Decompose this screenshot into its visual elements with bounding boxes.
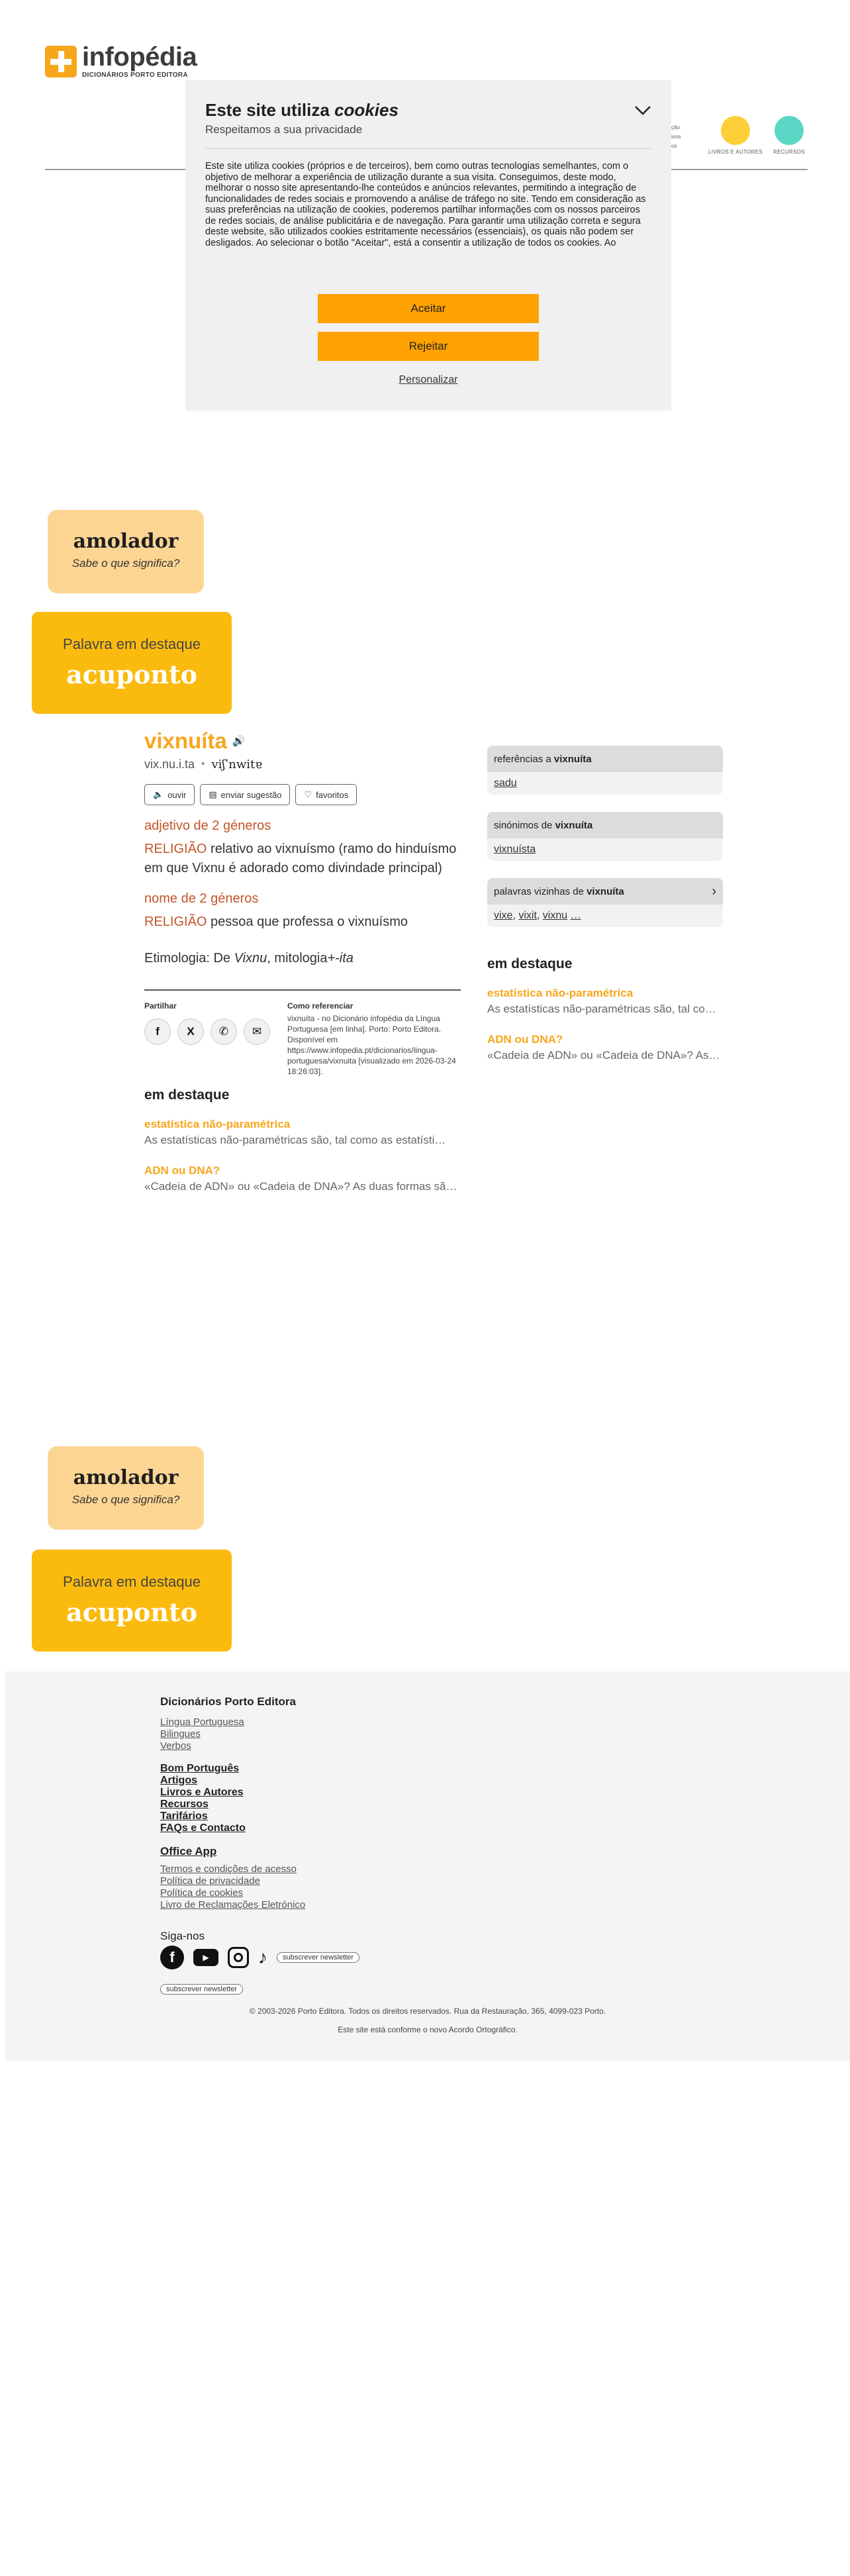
modal-subtitle: Respeitamos a sua privacidade <box>205 123 363 136</box>
footer-link[interactable]: Tarifários <box>160 1810 208 1822</box>
logo-cross-icon <box>45 46 77 77</box>
favorites-button[interactable] <box>295 784 357 805</box>
definition-text: pessoa que professa o vixnuísmo <box>207 915 408 929</box>
logo-subtitle: DICIONÁRIOS PORTO EDITORA <box>82 72 188 79</box>
domain-label: RELIGIÃO <box>144 842 207 856</box>
ipa-separator: * <box>201 759 205 770</box>
email-icon[interactable]: ✉ <box>244 1018 270 1045</box>
facebook-icon[interactable]: f <box>160 1946 184 1969</box>
site-footer <box>5 1671 850 2061</box>
etymology-word: Vixnu <box>234 951 267 966</box>
box-word: vixnuíta <box>553 753 592 765</box>
modal-divider <box>205 148 651 149</box>
box-word: vixnuíta <box>587 885 624 897</box>
highlights-heading: em destaque <box>144 1087 230 1103</box>
promo-amolador[interactable] <box>48 510 204 593</box>
promo-word-of-day[interactable] <box>32 1550 232 1652</box>
reference-link[interactable]: sadu <box>494 777 517 789</box>
footer-link[interactable]: Bilingues <box>160 1728 201 1740</box>
button-label: favoritos <box>316 789 349 800</box>
references-header <box>487 746 723 772</box>
highlight-excerpt: «Cadeia de ADN» ou «Cadeia de DNA»? As duas formas sã… <box>144 1180 457 1193</box>
citation-text: vixnuíta - no Dicionário infopédia da Língua Portuguesa [em linha]. Porto: Porto Editora. Disponível em https://www.infopedia.pt/dicionarios/lingua-portuguesa/vixnuita [visualizado em 2026-03-24 18:26:03]. <box>287 1014 456 1076</box>
footer-link[interactable]: Livros e Autores <box>160 1787 244 1798</box>
definition-text: relativo ao vixnuísmo (ramo do hinduísmo em que Vixnu é adorado como divindade principal) <box>144 842 457 875</box>
highlight-excerpt: «Cadeia de ADN» ou «Cadeia de DNA»? As … <box>487 1049 723 1062</box>
highlight-excerpt: As estatísticas não-paramétricas são, tal como as estatísti… <box>144 1134 446 1146</box>
whatsapp-icon[interactable]: ✆ <box>211 1018 237 1045</box>
message-icon: ▤ <box>209 789 217 799</box>
footer-main-links <box>160 1763 246 1834</box>
promo-title: amolador <box>73 530 179 553</box>
neighbor-words-header[interactable] <box>487 878 723 905</box>
box-label: palavras vizinhas de <box>494 885 587 897</box>
modal-title-plain: Este site utiliza <box>205 100 335 120</box>
grammar-category: adjetivo de 2 géneros <box>144 818 271 833</box>
entry-actions <box>144 784 357 805</box>
highlight-excerpt: As estatísticas não-paramétricas são, tal co… <box>487 1003 716 1015</box>
highlight-title[interactable]: estatística não-paramétrica <box>144 1118 291 1130</box>
box-word: vixnuíta <box>555 819 593 831</box>
promo-word: acuponto <box>66 660 197 689</box>
neighbor-link[interactable]: vixit <box>518 910 537 921</box>
heart-icon: ♡ <box>304 789 312 799</box>
nav-livros-autores[interactable] <box>698 116 773 155</box>
youtube-icon[interactable]: ▶ <box>193 1949 218 1966</box>
cookie-consent-modal <box>185 80 671 411</box>
site-logo[interactable] <box>45 44 197 79</box>
neighbor-link[interactable]: vixnu <box>542 910 568 921</box>
modal-title-italic: cookies <box>334 100 399 120</box>
entry-headword: vixnuíta <box>144 728 227 753</box>
box-label: sinónimos de <box>494 819 555 831</box>
x-twitter-icon[interactable]: X <box>177 1018 204 1045</box>
footer-dict-links <box>160 1716 244 1752</box>
syllabification: vix.nu.i.ta <box>144 758 195 771</box>
menu-partial-2[interactable]: ions <box>671 134 681 140</box>
etymology-label: Etimologia: De <box>144 951 234 966</box>
footer-dict-heading: Dicionários Porto Editora <box>160 1695 296 1708</box>
pronunciation-row <box>144 758 262 771</box>
speaker-icon: 🔈 <box>153 789 164 799</box>
synonyms-box <box>487 812 723 861</box>
sidebar-highlights-heading: em destaque <box>487 956 573 971</box>
resources-icon <box>775 116 804 145</box>
modal-title <box>205 100 399 121</box>
suggest-button[interactable] <box>200 784 290 805</box>
share-label: Partilhar <box>144 1001 177 1011</box>
footer-link[interactable]: Língua Portuguesa <box>160 1716 244 1728</box>
etymology-suffix: +-ita <box>327 951 354 966</box>
definition <box>144 840 462 878</box>
footer-link[interactable]: Livro de Reclamações Eletrónico <box>160 1899 306 1910</box>
promo-kicker: Palavra em destaque <box>63 636 201 652</box>
domain-label: RELIGIÃO <box>144 915 207 929</box>
promo-word-of-day[interactable] <box>32 612 232 714</box>
definition <box>144 913 462 932</box>
footer-legal-links <box>160 1863 305 1911</box>
modal-body-text: Este site utiliza cookies (próprios e de terceiros), bem como outras tecnologias semelhantes, com o objetivo de melhorar a experiência de utilização durante a sua visita. Conseguimos, deste modo, melhorar o nosso site apresentando-lhe conteúdos e anúncios relevantes, permitindo a integração de funcionalidades de redes sociais e promovendo a análise de tráfego no site. Tendo em consideração as suas preferências na utilização de cookies, poderemos partilhar informações com os nossos parceiros de redes sociais, de análise publicitária e de navegação. Para garantir uma utilização correta e segura deste website, são utilizados cookies estritamente necessários (essenciais), os quais não podem ser desligados. Ao selecionar o botão "Aceitar", está a consentir a utilização de todos os cookies. Ao <box>205 161 646 248</box>
promo-subtitle: Sabe o que significa? <box>71 557 180 570</box>
nav-label: RECURSOS <box>773 149 805 155</box>
copyright: © 2003-2026 Porto Editora. Todos os direitos reservados. Rua da Restauração, 365, 4099-023 Porto. <box>249 2006 606 2016</box>
promo-kicker: Palavra em destaque <box>63 1573 201 1590</box>
neighbor-more-link[interactable]: … <box>570 910 581 921</box>
footer-link[interactable]: Verbos <box>160 1740 191 1752</box>
social-icons <box>160 1946 359 1969</box>
footer-link[interactable]: Artigos <box>160 1775 197 1786</box>
ipa-transcription: viʃˈnwitɐ <box>211 758 262 771</box>
speaker-icon[interactable]: 🔊 <box>232 736 246 747</box>
button-label: ouvir <box>167 789 187 800</box>
promo-subtitle: Sabe o que significa? <box>71 1493 180 1506</box>
promo-word: acuponto <box>66 1597 197 1627</box>
chevron-right-icon: › <box>712 883 716 899</box>
box-label: referências a <box>494 753 554 765</box>
button-label: enviar sugestão <box>220 789 282 800</box>
footer-link[interactable]: Bom Português <box>160 1763 240 1774</box>
instagram-icon[interactable] <box>228 1947 249 1968</box>
newsletter-button[interactable]: subscrever newsletter <box>277 1952 359 1963</box>
etymology-rest: , mitologia <box>267 951 328 966</box>
entry-divider <box>144 989 461 991</box>
agreement-note: Este site está conforme o novo Acordo Ortográfico. <box>338 2025 518 2034</box>
facebook-icon[interactable]: f <box>144 1018 171 1045</box>
tiktok-icon[interactable]: ♪ <box>258 1947 267 1967</box>
share-icons <box>144 1018 270 1045</box>
books-icon <box>721 116 750 145</box>
customize-link[interactable]: Personalizar <box>399 374 458 385</box>
footer-link[interactable]: Termos e condições de acesso <box>160 1863 297 1875</box>
promo-amolador[interactable] <box>48 1446 204 1530</box>
promo-title: amolador <box>73 1466 179 1489</box>
menu-partial-1[interactable]: ção <box>671 124 680 130</box>
footer-office-app[interactable]: Office App <box>160 1845 217 1858</box>
highlight-title[interactable]: ADN ou DNA? <box>144 1164 220 1177</box>
nav-label: LIVROS E AUTORES <box>708 149 763 155</box>
neighbor-link[interactable]: vixe <box>494 910 513 921</box>
logo-name: infopédia <box>82 42 197 72</box>
highlight-title[interactable]: estatística não-paramétrica <box>487 987 634 999</box>
footer-link[interactable]: Recursos <box>160 1799 209 1810</box>
grammar-category: nome de 2 géneros <box>144 891 259 906</box>
synonym-link[interactable]: vixnuísta <box>494 844 536 855</box>
cite-label: Como referenciar <box>287 1001 354 1011</box>
entry-headword-row <box>144 728 246 754</box>
listen-button[interactable] <box>144 784 195 805</box>
etymology <box>144 951 354 966</box>
reject-button[interactable]: Rejeitar <box>318 332 539 361</box>
footer-link[interactable]: FAQs e Contacto <box>160 1822 246 1834</box>
chevron-down-icon[interactable] <box>634 105 651 116</box>
newsletter-button-secondary[interactable]: subscrever newsletter <box>160 1984 243 1995</box>
references-box <box>487 746 723 795</box>
footer-link[interactable]: Política de cookies <box>160 1887 244 1899</box>
accept-button[interactable]: Aceitar <box>318 294 539 323</box>
highlight-title[interactable]: ADN ou DNA? <box>487 1033 563 1046</box>
synonyms-header <box>487 812 723 838</box>
modal-header <box>205 100 651 121</box>
footer-link[interactable]: Política de privacidade <box>160 1875 260 1887</box>
menu-partial-3[interactable]: os <box>671 143 677 149</box>
neighbor-words-box: palavras vizinhas de vixnuíta › vixe, vixit, vixnu … <box>487 878 723 927</box>
nav-recursos[interactable] <box>768 116 810 155</box>
follow-label: Siga-nos <box>160 1930 205 1942</box>
